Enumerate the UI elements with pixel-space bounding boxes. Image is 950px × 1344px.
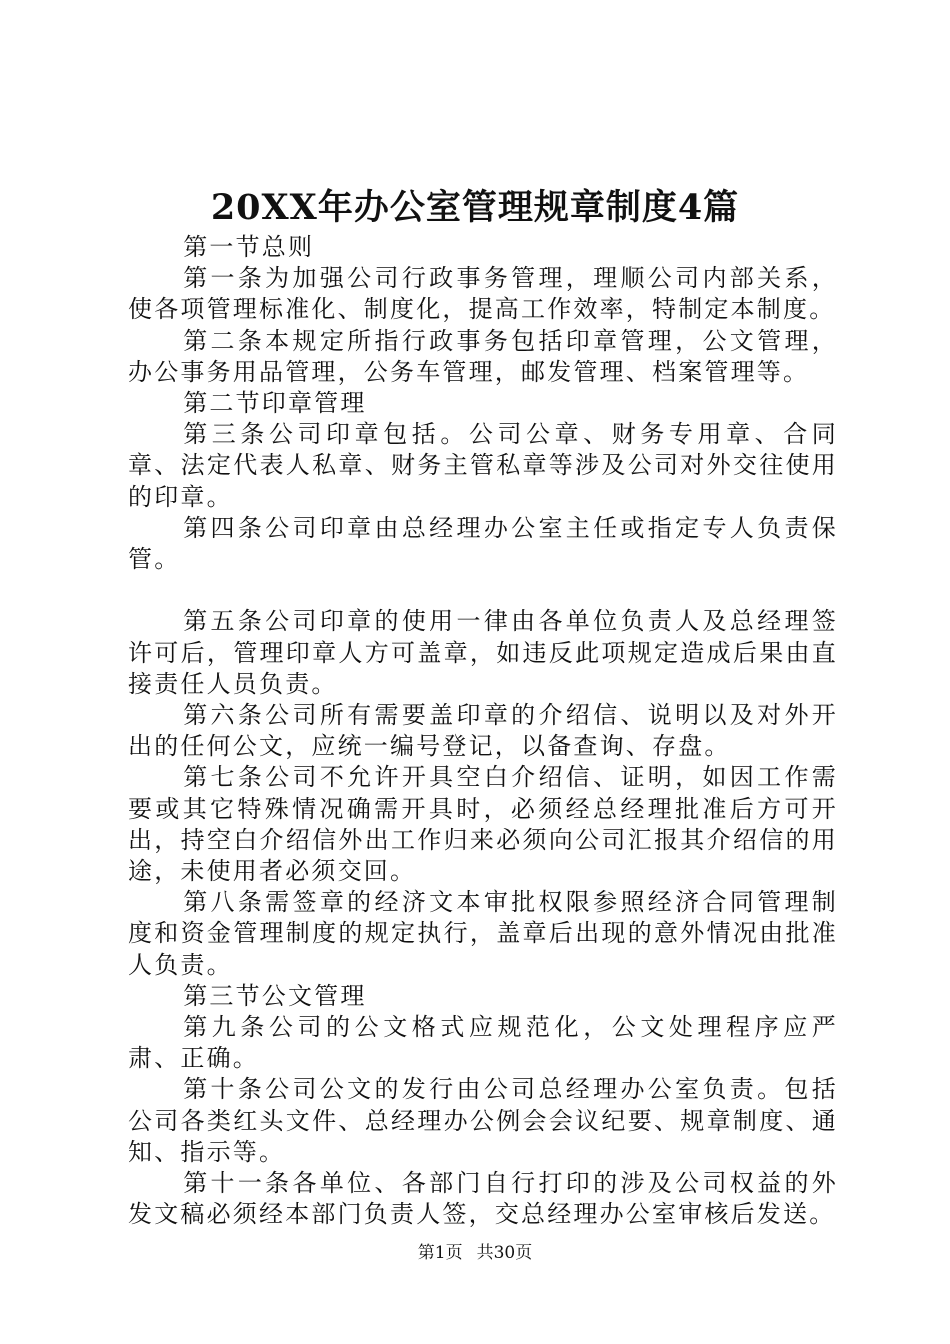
section-heading: 第一节总则 [183,233,315,261]
article-paragraph: 第四条公司印章由总经理办公室主任或指定专人负责保管。 [128,513,838,574]
article-paragraph: 第八条需签章的经济文本审批权限参照经济合同管理制度和资金管理制度的规定执行，盖章后出现的意外情况由批准人负责。 [128,888,838,979]
page-footer [0,1241,950,1265]
page-number: 第1页 [417,1243,463,1263]
article-paragraph: 第一条为加强公司行政事务管理，理顺公司内部关系，使各项管理标准化、制度化，提高工作效率，特制定本制度。 [128,264,838,324]
article-paragraph: 第十条公司公文的发行由公司总经理办公室负责。包括公司各类红头文件、总经理办公例会会议纪要、规章制度、通知、指示等。 [128,1075,838,1166]
article-paragraph: 第五条公司印章的使用一律由各单位负责人及总经理签许可后，管理印章人方可盖章，如违反此项规定造成后果由直接责任人员负责。 [128,607,838,698]
section-heading: 第三节公文管理 [183,981,367,1010]
page-total: 共30页 [476,1243,533,1263]
document-title: 20XX年办公室管理规章制度4篇 [210,187,740,228]
document-body [128,232,838,1230]
article-paragraph: 第十一条各单位、各部门自行打印的涉及公司权益的外发文稿必须经本部门负责人签，交总经理办公室审核后发送。 [128,1169,838,1229]
article-paragraph: 第六条公司所有需要盖印章的介绍信、说明以及对外开出的任何公文，应统一编号登记，以备查询、存盘。 [128,701,838,761]
article-paragraph: 第二条本规定所指行政事务包括印章管理，公文管理，办公事务用品管理，公务车管理，邮发管理、档案管理等。 [128,326,838,386]
section-heading: 第二节印章管理 [183,389,367,418]
blank-line [128,575,838,606]
article-paragraph: 第三条公司印章包括。公司公章、财务专用章、合同章、法定代表人私章、财务主管私章等涉及公司对外交往使用的印章。 [128,420,838,511]
article-paragraph: 第九条公司的公文格式应规范化，公文处理程序应严肃、正确。 [128,1013,838,1073]
article-paragraph: 第七条公司不允许开具空白介绍信、证明，如因工作需要或其它特殊情况确需开具时，必须经总经理批准后方可开出，持空白介绍信外出工作归来必须向公司汇报其介绍信的用途，未使用者必须交回。 [128,763,838,886]
